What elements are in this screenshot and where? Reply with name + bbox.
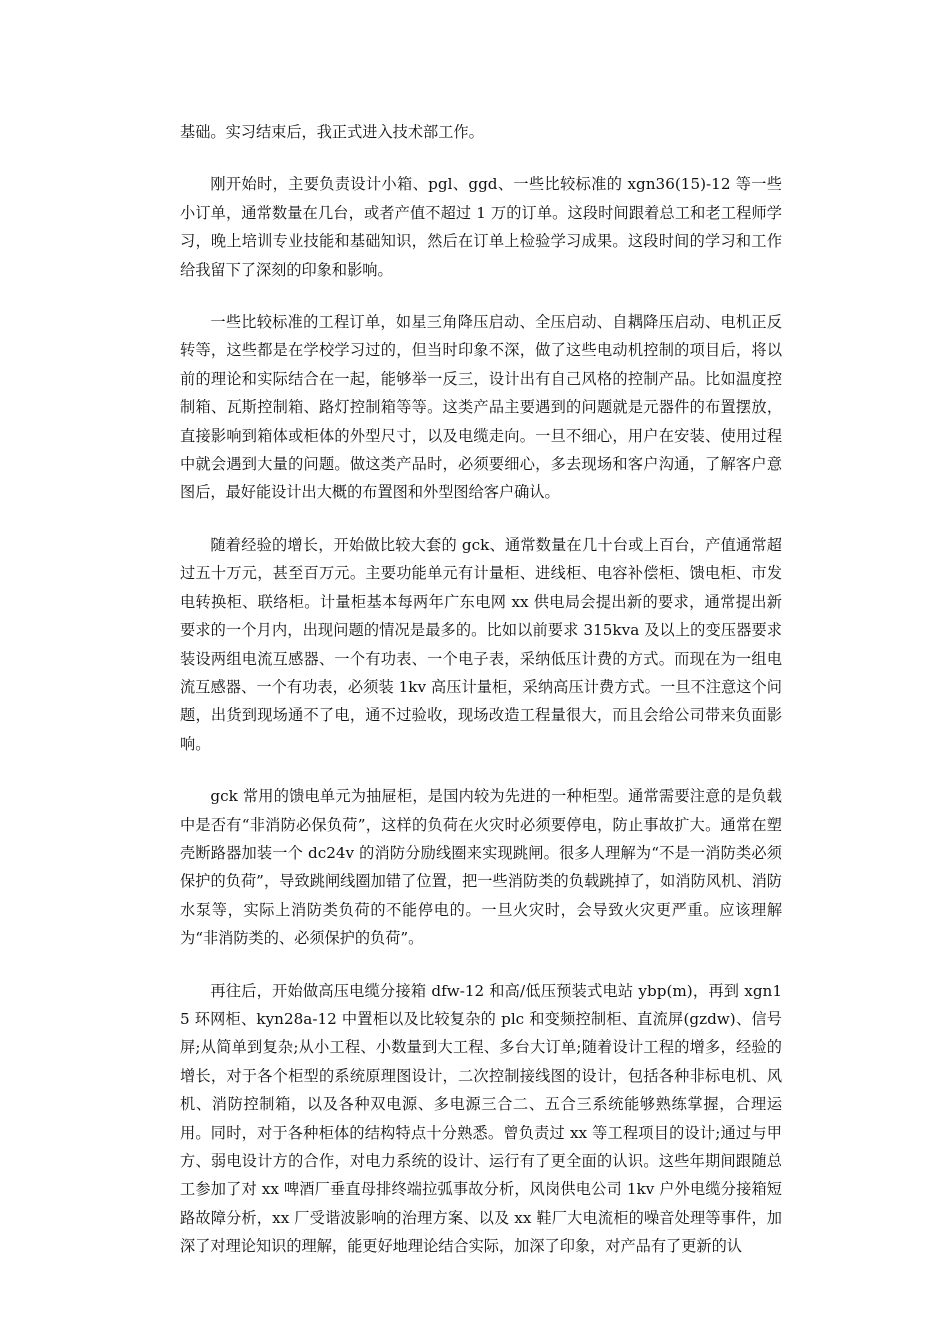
paragraph-4: 随着经验的增长，开始做比较大套的 gck、通常数量在几十台或上百台，产值通常超过五十万元，甚至百万元。主要功能单元有计量柜、进线柜、电容补偿柜、馈电柜、市发电转换柜、联络柜。计量柜基本每两年广东电网 xx 供电局会提出新的要求，通常提出新要求的一个月内，出现问题的情况是最多的。比如以前要求 315kva 及以上的变压器要求装设两组电流互感器、一个有功表、一个电子表，采纳低压计费的方式。而现在为一组电流互感器、一个有功表，必须装 1kv 高压计量柜，采纳高压计费方式。一旦不注意这个问题，出货到现场通不了电，通不过验收，现场改造工程量很大，而且会给公司带来负面影响。 xyxy=(180,535,782,753)
paragraph-2: 刚开始时，主要负责设计小箱、pgl、ggd、一些比较标准的 xgn36(15)-12 等一些小订单，通常数量在几台，或者产值不超过 1 万的订单。这段时间跟着总工和老工程师学习，晚上培训专业技能和基础知识，然后在订单上检验学习成果。这段时间的学习和工作给我留下了深刻的印象和影响。 xyxy=(180,175,782,279)
paragraph-3: 一些比较标准的工程订单，如星三角降压启动、全压启动、自耦降压启动、电机正反转等，这些都是在学校学习过的，但当时印象不深，做了这些电动机控制的项目后，将以前的理论和实际结合在一起，能够举一反三，设计出有自己风格的控制产品。比如温度控制箱、瓦斯控制箱、路灯控制箱等等。这类产品主要遇到的问题就是元器件的布置摆放，直接影响到箱体或柜体的外型尺寸，以及电缆走向。一旦不细心，用户在安装、使用过程中就会遇到大量的问题。做这类产品时，必须要细心，多去现场和客户沟通，了解客户意图后，最好能设计出大概的布置图和外型图给客户确认。 xyxy=(180,313,782,502)
paragraph-1: 基础。实习结束后，我正式进入技术部工作。 xyxy=(180,123,484,141)
document-body xyxy=(180,118,782,1285)
paragraph-5: gck 常用的馈电单元为抽屉柜，是国内较为先进的一种柜型。通常需要注意的是负载中是否有“非消防必保负荷”，这样的负荷在火灾时必须要停电，防止事故扩大。通常在塑壳断路器加装一个 dc24v 的消防分励线圈来实现跳闸。很多人理解为“不是一消防类必须保护的负荷”，导致跳闸线圈加错了位置，把一些消防类的负载跳掉了，如消防风机、消防水泵等，实际上消防类负荷的不能停电的。一旦火灾时，会导致火灾更严重。应该理解为“非消防类的、必须保护的负荷”。 xyxy=(180,787,782,948)
paragraph-6: 再往后，开始做高压电缆分接箱 dfw-12 和高/低压预装式电站 ybp(m)，再到 xgn15 环网柜、kyn28a-12 中置柜以及比较复杂的 plc 和变频控制柜、直流屏(gzdw)、信号屏;从简单到复杂;从小工程、小数量到大工程、多台大订单;随着设计工程的增多，经验的增长，对于各个柜型的系统原理图设计，二次控制接线图的设计，包括各种非标电机、风机、消防控制箱，以及各种双电源、多电源三合二、五合三系统能够熟练掌握，合理运用。同时，对于各种柜体的结构特点十分熟悉。曾负责过 xx 等工程项目的设计;通过与甲方、弱电设计方的合作，对电力系统的设计、运行有了更全面的认识。这些年期间跟随总工参加了对 xx 啤酒厂垂直母排终端拉弧事故分析，风岗供电公司 1kv 户外电缆分接箱短路故障分析，xx 厂受谐波影响的治理方案、以及 xx 鞋厂大电流柜的噪音处理等事件，加深了对理论知识的理解，能更好地理论结合实际，加深了印象，对产品有了更新的认 xyxy=(180,981,782,1256)
